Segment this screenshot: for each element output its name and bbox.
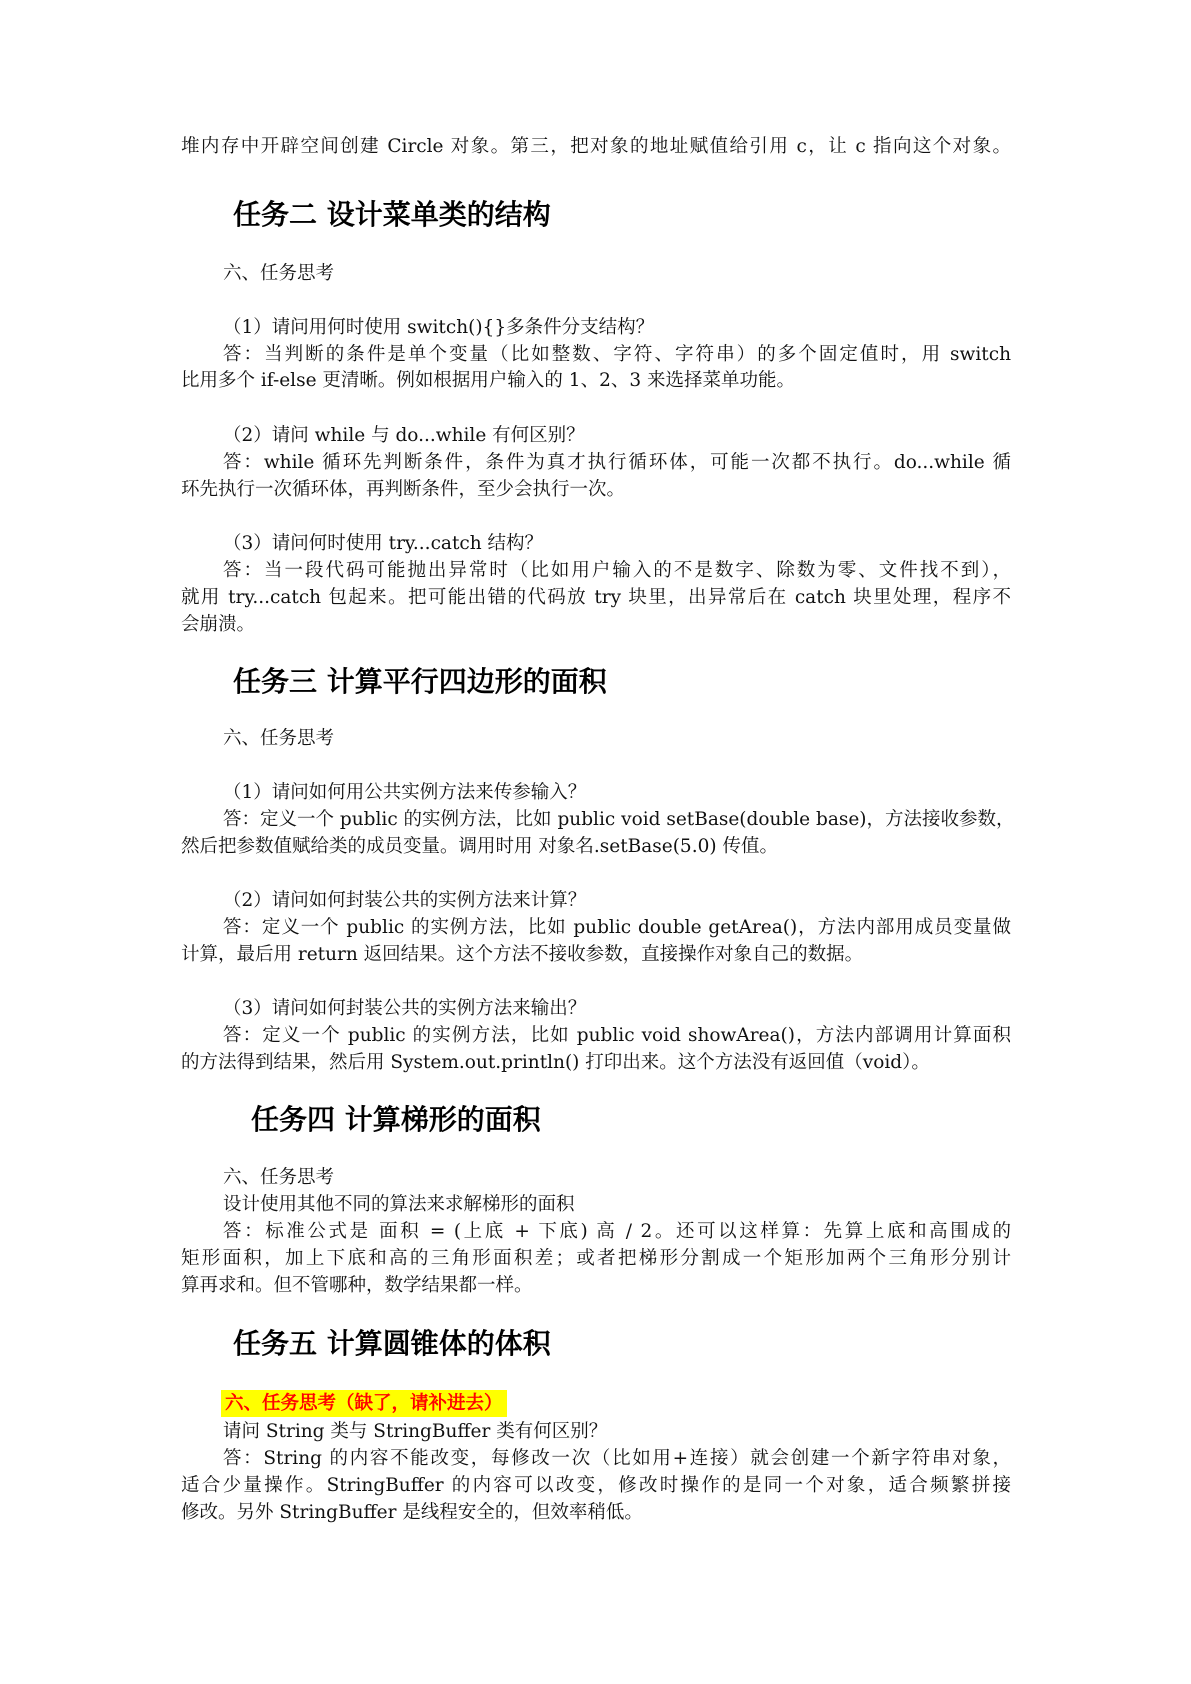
task2-q2-answer-line: 答：while 循环先判断条件，条件为真才执行循环体，可能一次都不执行。do...while 循 xyxy=(223,452,1011,473)
task5-answer-line: 适合少量操作。StringBuffer 的内容可以改变，修改时操作的是同一个对象，适合频繁拼接 xyxy=(181,1475,1011,1496)
task3-q1-question: （1）请问如何用公共实例方法来传参输入？ xyxy=(223,782,587,803)
task4-heading: 任务四 计算梯形的面积 xyxy=(251,1103,541,1136)
task2-q2-answer-line: 环先执行一次循环体，再判断条件，至少会执行一次。 xyxy=(181,479,626,500)
task3-q1-answer-line: 然后把参数值赋给类的成员变量。调用时用 对象名.setBase(5.0) 传值。 xyxy=(181,836,778,857)
task2-q1-answer-line: 比用多个 if-else 更清晰。例如根据用户输入的 1、2、3 来选择菜单功能。 xyxy=(181,370,795,391)
task3-q3-answer-line: 答：定义一个 public 的实例方法，比如 public void showArea()，方法内部调用计算面积 xyxy=(223,1025,1011,1046)
task2-q3-answer-line: 答：当一段代码可能抛出异常时（比如用户输入的不是数字、除数为零、文件找不到）， xyxy=(223,560,1011,581)
task3-heading: 任务三 计算平行四边形的面积 xyxy=(233,665,607,698)
task2-section-label: 六、任务思考 xyxy=(223,263,335,284)
task4-answer-line: 答：标准公式是 面积 = (上底 + 下底) 高 / 2。还可以这样算：先算上底和高围成的 xyxy=(223,1221,1011,1242)
task3-q2-question: （2）请问如何封装公共的实例方法来计算？ xyxy=(223,890,587,911)
task4-answer-line: 矩形面积，加上下底和高的三角形面积差；或者把梯形分割成一个矩形加两个三角形分别计 xyxy=(181,1248,1011,1269)
task2-heading: 任务二 设计菜单类的结构 xyxy=(233,198,551,231)
task5-heading: 任务五 计算圆锥体的体积 xyxy=(233,1327,551,1360)
task3-q2-answer-line: 计算，最后用 return 返回结果。这个方法不接收参数，直接操作对象自己的数据。 xyxy=(181,944,864,965)
task5-question: 请问 String 类与 StringBuffer 类有何区别？ xyxy=(223,1421,608,1442)
paragraph-line: 堆内存中开辟空间创建 Circle 对象。第三，把对象的地址赋值给引用 c，让 c 指向这个对象。 xyxy=(181,136,1011,157)
task3-q3-question: （3）请问如何封装公共的实例方法来输出？ xyxy=(223,998,587,1019)
task4-answer-line: 算再求和。但不管哪种，数学结果都一样。 xyxy=(181,1275,533,1296)
task3-q2-answer-line: 答：定义一个 public 的实例方法，比如 public double getArea()，方法内部用成员变量做 xyxy=(223,917,1011,938)
task2-q3-answer-line: 会崩溃。 xyxy=(181,614,256,635)
task5-answer-line: 答：String 的内容不能改变，每修改一次（比如用+连接）就会创建一个新字符串对象， xyxy=(223,1448,1011,1469)
task2-q1-answer-line: 答：当判断的条件是单个变量（比如整数、字符、字符串）的多个固定值时，用 switch xyxy=(223,344,1011,365)
task5-answer-line: 修改。另外 StringBuffer 是线程安全的，但效率稍低。 xyxy=(181,1502,643,1523)
task2-q2-question: （2）请问 while 与 do...while 有何区别？ xyxy=(223,425,585,446)
task4-prompt: 设计使用其他不同的算法来求解梯形的面积 xyxy=(223,1194,575,1215)
task3-q1-answer-line: 答：定义一个 public 的实例方法，比如 public void setBase(double base)，方法接收参数， xyxy=(223,809,1015,830)
task2-q3-question: （3）请问何时使用 try...catch 结构？ xyxy=(223,533,544,554)
task5-section-highlight: 六、任务思考（缺了，请补进去） xyxy=(221,1390,507,1417)
task3-section-label: 六、任务思考 xyxy=(223,728,335,749)
task2-q1-question: （1）请问用何时使用 switch(){}多条件分支结构？ xyxy=(223,317,655,338)
task4-section-label: 六、任务思考 xyxy=(223,1167,335,1188)
task2-q3-answer-line: 就用 try...catch 包起来。把可能出错的代码放 try 块里，出异常后在 catch 块里处理，程序不 xyxy=(181,587,1011,608)
task3-q3-answer-line: 的方法得到结果，然后用 System.out.println() 打印出来。这个方法没有返回值（void）。 xyxy=(181,1052,930,1073)
